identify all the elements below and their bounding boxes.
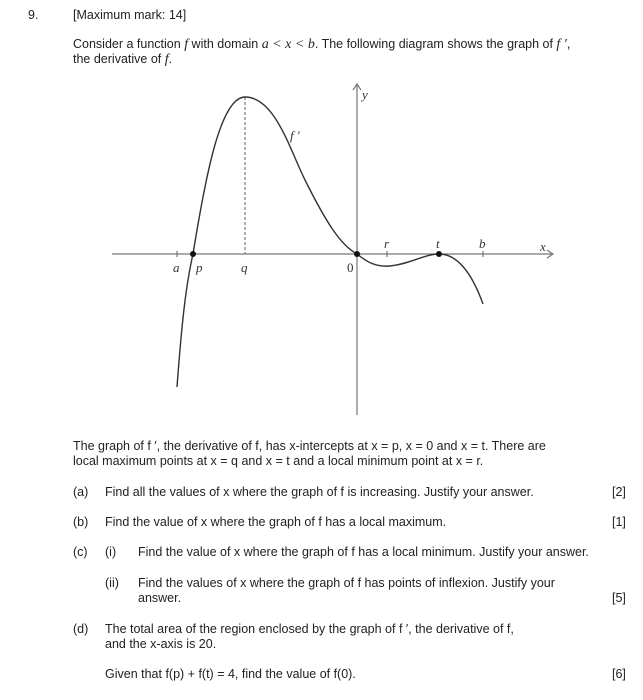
tick-zero: 0 bbox=[347, 260, 354, 275]
part-d-text-2: and the x-axis is 20. bbox=[105, 637, 217, 651]
part-c-ii-text-1: Find the values of x where the graph of f has points of inflexion. Justify your bbox=[138, 576, 555, 590]
part-a-label: (a) bbox=[73, 485, 89, 499]
tick-r: r bbox=[384, 236, 390, 251]
part-c-label: (c) bbox=[73, 545, 88, 559]
tick-b: b bbox=[479, 236, 486, 251]
question-number: 9. bbox=[28, 8, 39, 22]
intro-line-1: Consider a function f with domain a < x < b. The following diagram shows the graph of f ′, bbox=[73, 37, 571, 52]
tick-t: t bbox=[436, 236, 440, 251]
part-b-mark: [1] bbox=[612, 515, 626, 529]
part-b-text: Find the value of x where the graph of f has a local maximum. bbox=[105, 515, 447, 529]
curve-label: f ′ bbox=[290, 128, 300, 143]
y-label: y bbox=[362, 87, 368, 102]
description-line-2: local maximum points at x = q and x = t and a local minimum point at x = r. bbox=[73, 454, 484, 468]
tick-a: a bbox=[173, 260, 180, 275]
tick-q: q bbox=[241, 260, 248, 275]
description-line-1: The graph of f ′, the derivative of f, has x-intercepts at x = p, x = 0 and x = t. There are bbox=[73, 439, 546, 453]
origin-point bbox=[354, 251, 360, 257]
part-d-mark: [6] bbox=[612, 667, 626, 681]
x-label: x bbox=[540, 239, 546, 254]
p-point bbox=[190, 251, 196, 257]
tick-p: p bbox=[196, 260, 203, 275]
part-a-mark: [2] bbox=[612, 485, 626, 499]
part-c-mark: [5] bbox=[612, 591, 626, 605]
part-d-text-1: The total area of the region enclosed by the graph of f ′, the derivative of f, bbox=[105, 622, 514, 636]
part-c-ii-text-2: answer. bbox=[138, 591, 182, 605]
part-d-text-3: Given that f(p) + f(t) = 4, find the value of f(0). bbox=[105, 667, 356, 681]
part-c-i-text: Find the value of x where the graph of f has a local minimum. Justify your answer. bbox=[138, 545, 589, 559]
part-b-label: (b) bbox=[73, 515, 89, 529]
part-d-label: (d) bbox=[73, 622, 89, 636]
part-c-ii-label: (ii) bbox=[105, 576, 119, 590]
t-point bbox=[436, 251, 442, 257]
part-a-text: Find all the values of x where the graph of f is increasing. Justify your answer. bbox=[105, 485, 534, 499]
max-mark: [Maximum mark: 14] bbox=[73, 8, 187, 22]
intro-line-2: the derivative of f. bbox=[73, 52, 173, 67]
part-c-i-label: (i) bbox=[105, 545, 117, 559]
